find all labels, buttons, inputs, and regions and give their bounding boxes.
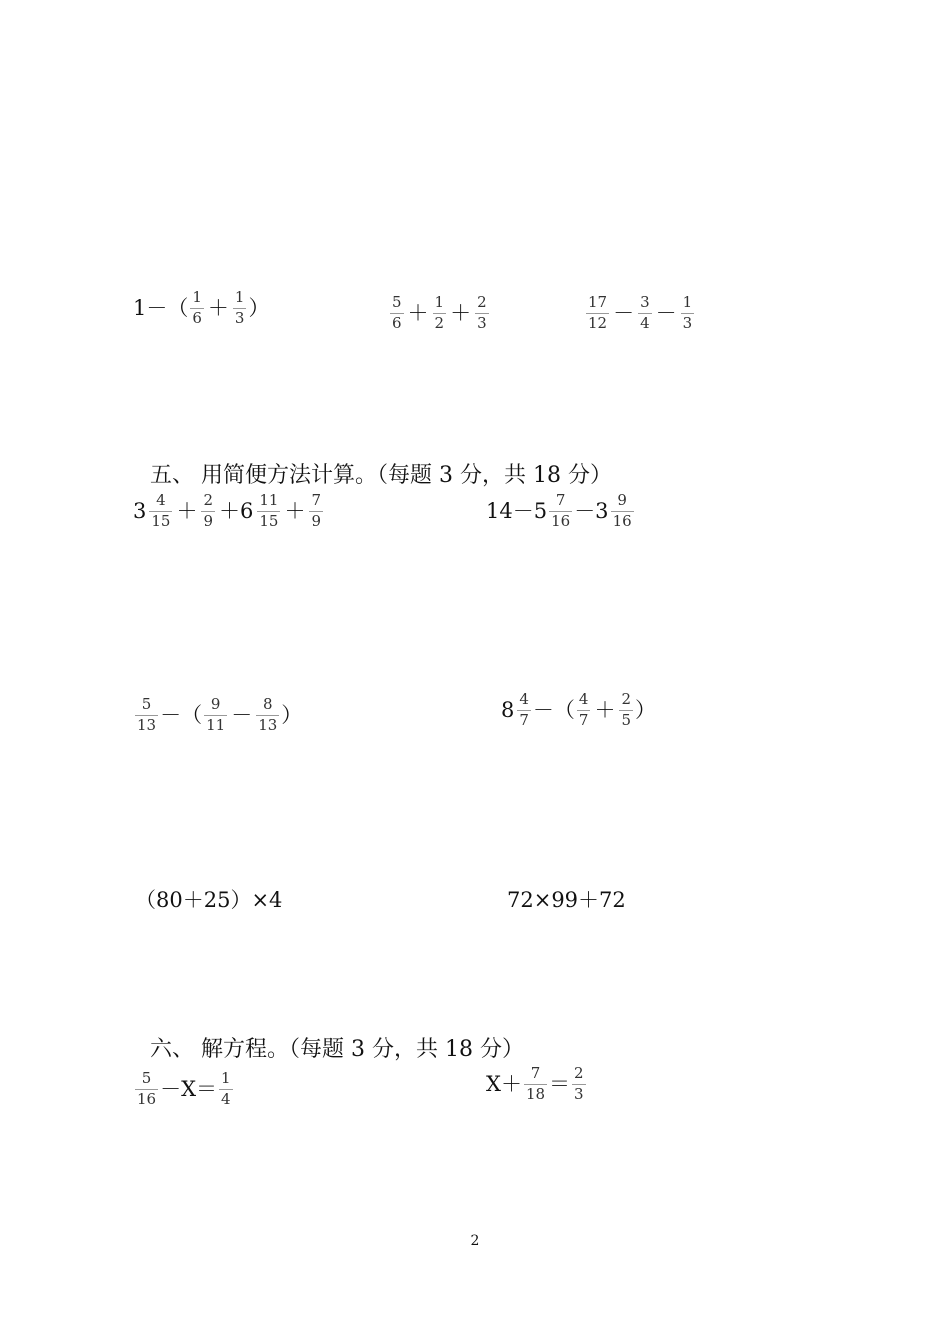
question-5-3 [133, 692, 302, 734]
text: －X＝ [160, 1076, 218, 1101]
numerator: 4 [578, 690, 589, 708]
fraction [475, 295, 489, 332]
text: ＝ [549, 1071, 571, 1096]
question-5-2 [486, 493, 636, 530]
numerator: 1 [434, 293, 445, 311]
operator: ＋ [594, 697, 616, 722]
numerator: 2 [574, 1064, 584, 1082]
operator: － [231, 702, 253, 727]
denominator: 9 [203, 511, 214, 530]
denominator: 16 [612, 511, 632, 530]
denominator: 18 [525, 1084, 546, 1103]
question-5-1 [133, 493, 325, 530]
expression-1-minus-sum [133, 290, 269, 327]
fraction [233, 290, 247, 327]
text: －3 [574, 498, 609, 523]
fraction [257, 493, 280, 530]
text: 14－5 [486, 498, 548, 523]
section-5-heading: 五、 用简便方法计算。（每题 3 分，共 18 分） [150, 463, 612, 488]
denominator: 2 [434, 313, 445, 332]
page-number: 2 [470, 1233, 480, 1249]
text: －（ [532, 697, 575, 722]
fraction [309, 493, 323, 530]
operator: ＋ [176, 498, 198, 523]
fraction [390, 295, 404, 332]
numerator: 1 [221, 1069, 231, 1087]
fraction [577, 692, 591, 729]
question-5-6: 72×99＋72 [507, 888, 626, 912]
numerator: 3 [640, 293, 650, 311]
expression-fraction-difference [584, 290, 696, 332]
fraction [549, 493, 572, 530]
text: 1－（ [133, 295, 189, 320]
fraction [433, 295, 447, 332]
numerator: 1 [192, 288, 202, 306]
numerator: 8 [262, 695, 273, 713]
denominator: 16 [137, 1089, 157, 1108]
whole-number: 8 [501, 697, 515, 722]
denominator: 3 [574, 1084, 584, 1103]
fraction [149, 493, 172, 530]
denominator: 13 [137, 715, 157, 734]
numerator: 2 [621, 690, 632, 708]
denominator: 6 [192, 308, 202, 327]
fraction [681, 295, 695, 332]
fraction [611, 493, 634, 530]
text: ） [281, 702, 303, 727]
fraction [256, 697, 279, 734]
denominator: 3 [234, 308, 245, 327]
denominator: 12 [588, 313, 608, 332]
denominator: 7 [519, 710, 529, 729]
denominator: 11 [206, 715, 226, 734]
operator: － [613, 300, 635, 325]
fraction [219, 1071, 233, 1108]
denominator: 5 [621, 710, 632, 729]
denominator: 16 [551, 511, 571, 530]
question-5-5: （80＋25）×4 [135, 888, 283, 912]
fraction [619, 692, 633, 729]
numerator: 4 [519, 690, 529, 708]
numerator: 1 [234, 288, 245, 306]
denominator: 4 [221, 1089, 231, 1108]
numerator: 7 [555, 491, 566, 509]
denominator: 7 [578, 710, 589, 729]
text: －（ [160, 702, 203, 727]
fraction [135, 697, 158, 734]
equation-6-2 [486, 1066, 588, 1103]
fraction [135, 1071, 158, 1108]
operator: － [655, 300, 677, 325]
fraction [638, 295, 652, 332]
numerator: 9 [210, 695, 221, 713]
operator: ＋ [407, 300, 429, 325]
denominator: 15 [259, 511, 279, 530]
denominator: 3 [682, 313, 693, 332]
denominator: 4 [640, 313, 650, 332]
numerator: 2 [477, 293, 487, 311]
numerator: 2 [203, 491, 214, 509]
numerator: 5 [141, 1069, 152, 1087]
numerator: 7 [311, 491, 322, 509]
fraction [201, 493, 215, 530]
numerator: 17 [588, 293, 608, 311]
fraction [517, 692, 531, 729]
text: ） [635, 697, 657, 722]
denominator: 9 [311, 511, 322, 530]
operator: ＋ [284, 498, 306, 523]
denominator: 6 [392, 313, 402, 332]
denominator: 15 [151, 511, 171, 530]
text: X＋ [486, 1071, 522, 1096]
expression-fraction-sum [388, 290, 491, 332]
equation-6-1 [133, 1066, 235, 1108]
denominator: 13 [258, 715, 278, 734]
numerator: 4 [156, 491, 166, 509]
denominator: 3 [477, 313, 487, 332]
fraction [586, 295, 609, 332]
whole-number: 3 [133, 498, 147, 523]
numerator: 5 [392, 293, 402, 311]
numerator: 9 [617, 491, 627, 509]
numerator: 5 [141, 695, 152, 713]
operator: ＋ [450, 300, 472, 325]
operator: ＋ [207, 295, 229, 320]
numerator: 11 [259, 491, 279, 509]
question-5-4 [501, 692, 656, 729]
fraction [190, 290, 204, 327]
text: ） [248, 295, 270, 320]
operator: ＋6 [219, 498, 254, 523]
fraction [572, 1066, 586, 1103]
numerator: 7 [530, 1064, 541, 1082]
fraction [204, 697, 227, 734]
fraction [524, 1066, 547, 1103]
section-6-heading: 六、 解方程。（每题 3 分，共 18 分） [150, 1037, 524, 1062]
numerator: 1 [682, 293, 693, 311]
